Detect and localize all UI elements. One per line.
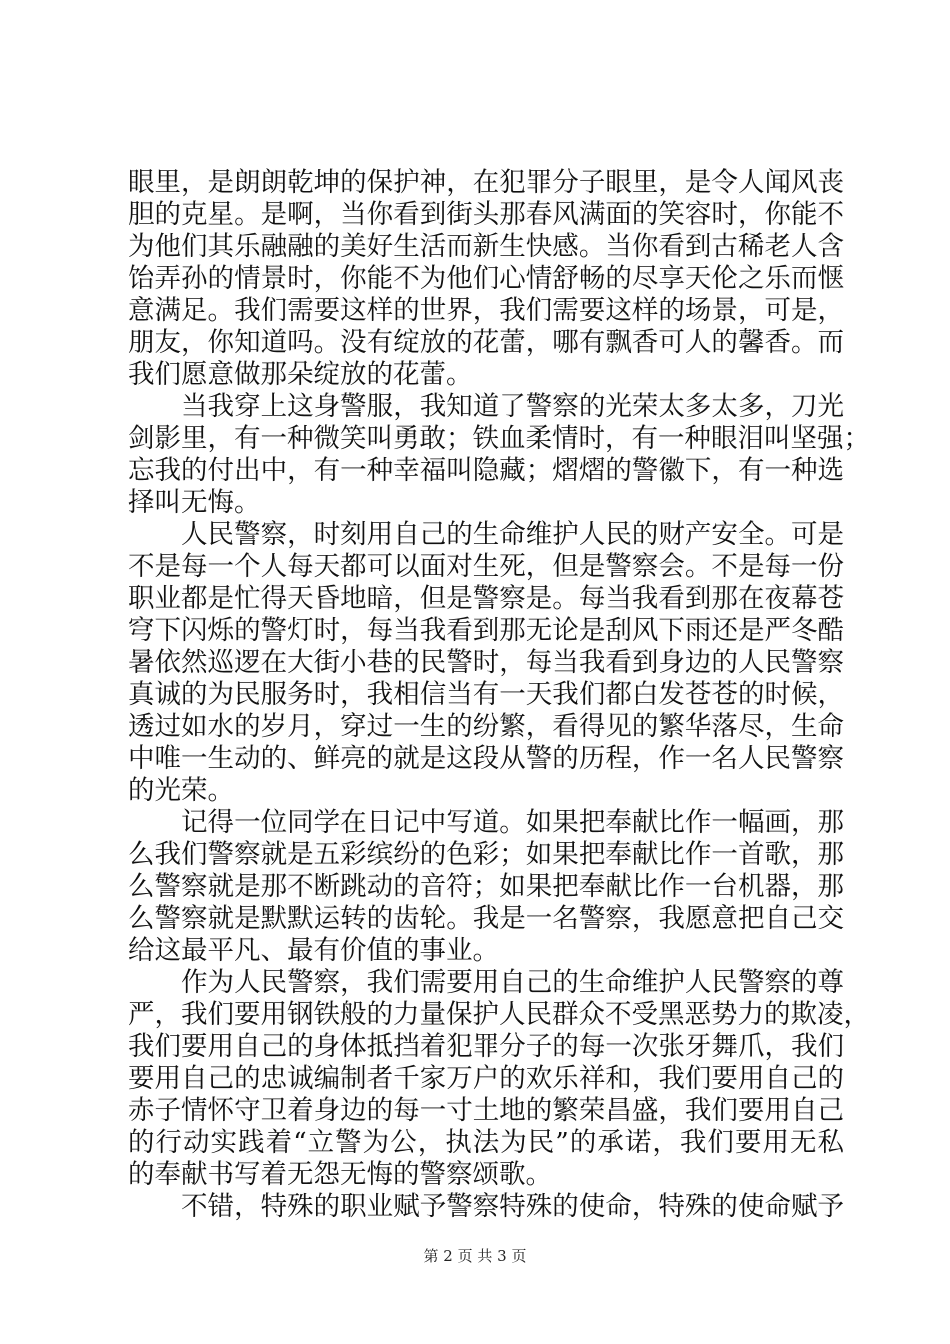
text-line: 朋友，你知道吗。没有绽放的花蕾，哪有飘香可人的馨香。而 — [128, 327, 844, 358]
text-line: 人民警察，时刻用自己的生命维护人民的财产安全。可是 — [128, 519, 844, 550]
text-line: 的行动实践着“立警为公，执法为民”的承诺，我们要用无私 — [128, 1127, 844, 1158]
text-line: 要用自己的忠诚编制者千家万户的欢乐祥和，我们要用自己的 — [128, 1063, 844, 1094]
text-line: 当我穿上这身警服，我知道了警察的光荣太多太多，刀光 — [128, 391, 844, 422]
text-line: 择叫无悔。 — [128, 487, 261, 518]
text-line: 赤子情怀守卫着身边的每一寸土地的繁荣昌盛，我们要用自己 — [128, 1095, 844, 1126]
text-line: 的光荣。 — [128, 775, 234, 806]
text-line: 剑影里，有一种微笑叫勇敢；铁血柔情时，有一种眼泪叫坚强； — [128, 423, 870, 454]
text-line: 的奉献书写着无怨无悔的警察颂歌。 — [128, 1159, 552, 1190]
text-line: 我们愿意做那朵绽放的花蕾。 — [128, 359, 473, 390]
text-line: 意满足。我们需要这样的世界，我们需要这样的场景，可是， — [128, 295, 844, 326]
text-line: 饴弄孙的情景时，你能不为他们心情舒畅的尽享天伦之乐而惬 — [128, 263, 844, 294]
text-line: 眼里，是朗朗乾坤的保护神，在犯罪分子眼里，是令人闻风丧 — [128, 167, 844, 198]
text-line: 么警察就是默默运转的齿轮。我是一名警察，我愿意把自己交 — [128, 903, 844, 934]
text-line: 透过如水的岁月，穿过一生的纷繁，看得见的繁华落尽，生命 — [128, 711, 844, 742]
text-line: 为他们其乐融融的美好生活而新生快感。当你看到古稀老人含 — [128, 231, 844, 262]
text-line: 不错，特殊的职业赋予警察特殊的使命，特殊的使命赋予 — [128, 1191, 844, 1222]
text-line: 不是每一个人每天都可以面对生死，但是警察会。不是每一份 — [128, 551, 844, 582]
text-line: 真诚的为民服务时，我相信当有一天我们都白发苍苍的时候， — [128, 679, 844, 710]
text-line: 给这最平凡、最有价值的事业。 — [128, 935, 499, 966]
text-line: 中唯一生动的、鲜亮的就是这段从警的历程，作一名人民警察 — [128, 743, 844, 774]
text-line: 胆的克星。是啊，当你看到街头那春风满面的笑容时，你能不 — [128, 199, 844, 230]
text-line: 职业都是忙得天昏地暗，但是警察是。每当我看到那在夜幕苍 — [128, 583, 844, 614]
text-line: 记得一位同学在日记中写道。如果把奉献比作一幅画，那 — [128, 807, 844, 838]
text-line: 严，我们要用钢铁般的力量保护人民群众不受黑恶势力的欺凌， — [128, 999, 870, 1030]
text-line: 我们要用自己的身体抵挡着犯罪分子的每一次张牙舞爪，我们 — [128, 1031, 844, 1062]
text-line: 暑依然巡逻在大街小巷的民警时，每当我看到身边的人民警察 — [128, 647, 844, 678]
text-line: 忘我的付出中，有一种幸福叫隐藏；熠熠的警徽下，有一种选 — [128, 455, 844, 486]
document-body — [128, 167, 870, 1223]
page-number-footer: 第 2 页 共 3 页 — [423, 1247, 527, 1265]
text-line: 么我们警察就是五彩缤纷的色彩；如果把奉献比作一首歌，那 — [128, 839, 844, 870]
text-line: 穹下闪烁的警灯时，每当我看到那无论是刮风下雨还是严冬酷 — [128, 615, 844, 646]
text-line: 么警察就是那不断跳动的音符；如果把奉献比作一台机器，那 — [128, 871, 844, 902]
text-line: 作为人民警察，我们需要用自己的生命维护人民警察的尊 — [128, 967, 844, 998]
